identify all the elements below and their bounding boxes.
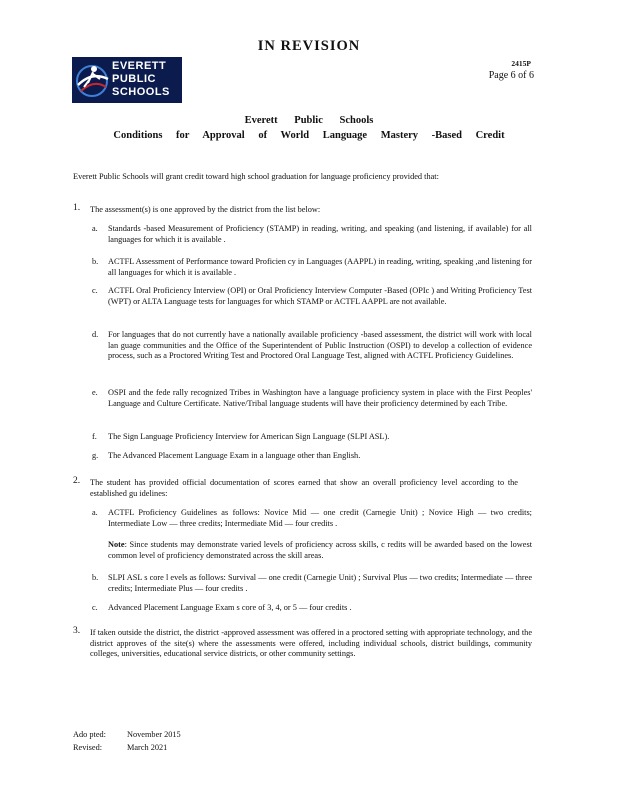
note-label: Note bbox=[108, 540, 125, 549]
subitem-text: SLPI ASL s core l evels as follows: Survival — one credit (Carnegie Unit) ; Survival Plus — two credits; Intermediate — three credits; Intermediate Plus — four credits . bbox=[108, 573, 532, 593]
page-number: Page 6 of 6 bbox=[488, 70, 534, 81]
document-title-line1: Everett Public Schools bbox=[244, 115, 374, 126]
item-text: The assessment(s) is one approved by the district from the list below: bbox=[90, 205, 321, 214]
adopted-date: November 2015 bbox=[127, 730, 181, 739]
logo-text-everett: EVERETT bbox=[112, 60, 167, 72]
subitem-letter: b. bbox=[92, 257, 99, 266]
logo-text-schools: SCHOOLS bbox=[112, 86, 170, 98]
intro-paragraph: Everett Public Schools will grant credit toward high school graduation for language proficiency provided that: bbox=[73, 172, 439, 181]
subitem-text: The Advanced Placement Language Exam in a language other than English. bbox=[108, 451, 361, 460]
item-text: The student has provided official documentation of scores earned that show an overall proficiency level according to the established gu idelines: bbox=[90, 478, 518, 498]
revised-line bbox=[73, 743, 168, 752]
subitem-text: Standards -based Measurement of Proficiency (STAMP) in reading, writing, and speaking (and listening, if available) for all languages for which it is available . bbox=[108, 224, 532, 244]
subitem-letter: a. bbox=[92, 508, 98, 517]
adopted-label: Ado pted: bbox=[73, 730, 106, 739]
subitem-text: ACTFL Assessment of Performance toward Proficien cy in Languages (AAPPL) in reading, writing, speaking ,and listening for all languages for which it is available . bbox=[108, 257, 532, 277]
item-number: 3. bbox=[73, 626, 81, 636]
subitem-letter: c. bbox=[92, 603, 98, 612]
logo-text-public: PUBLIC bbox=[112, 73, 156, 85]
adopted-line bbox=[73, 730, 181, 739]
subitem-letter: e. bbox=[92, 388, 98, 397]
subitem-letter: g. bbox=[92, 451, 99, 460]
policy-number: 2415P bbox=[511, 59, 531, 68]
subitem-text: OSPI and the fede rally recognized Tribes in Washington have a language proficiency system in place with the First Peoples' Language and Culture Certificate. Native/Tribal language students will have their proficiency determined by each Tribe. bbox=[108, 388, 532, 408]
subitem-letter: a. bbox=[92, 224, 98, 233]
item-number: 1. bbox=[73, 203, 81, 213]
subitem-text: For languages that do not currently have a nationally available proficiency -based assessment, the district will work with local lan guage communities and the Office of the Superintendent of Public Instruction (OSPI) to develop a collection of evidence process, such as a Proctored Writing Test and Proctored Oral Language Test, aligned with ACTFL Proficiency Guidelines. bbox=[108, 330, 532, 360]
subitem-text: ACTFL Proficiency Guidelines as follows: Novice Mid — one credit (Carnegie Unit) ; Novice High — two credits; Intermediate Low — three credits; Intermediate Mid — four credits . bbox=[108, 508, 532, 528]
subitem-letter: c. bbox=[92, 286, 98, 295]
note-text: : Since students may demonstrate varied levels of proficiency across skills, c redits will be awarded based on the lowest common level of proficiency demonstrated across the skill areas. bbox=[108, 540, 532, 560]
subitem-letter: d. bbox=[92, 330, 99, 339]
revision-title: IN REVISION bbox=[257, 38, 361, 54]
revised-date: March 2021 bbox=[127, 743, 168, 752]
note-paragraph bbox=[108, 540, 532, 561]
revised-label: Revised: bbox=[73, 743, 103, 752]
subitem-text: Advanced Placement Language Exam s core of 3, 4, or 5 — four credits . bbox=[108, 603, 352, 612]
subitem-letter: b. bbox=[92, 573, 99, 582]
document-title-line2: Conditions for Approval of World Language Mastery -Based Credit bbox=[113, 130, 505, 141]
subitem-text: ACTFL Oral Proficiency Interview (OPI) or Oral Proficiency Interview Computer -Based (OPIc ) and Writing Proficiency Test (WPT) or ALTA Language tests for languages for which STAMP or ACTFL AAPPL are not available. bbox=[108, 286, 532, 306]
item-text: If taken outside the district, the district -approved assessment was offered in a proctored setting with appropriate technology, and the district approves of the site(s) where the assessments were offered, including individual schools, district buildings, community colleges, universities, educational service districts, or other community settings. bbox=[90, 628, 532, 658]
subitem-text: The Sign Language Proficiency Interview for American Sign Language (SLPI ASL). bbox=[108, 432, 390, 441]
everett-public-schools-logo bbox=[72, 57, 182, 103]
subitem-letter: f. bbox=[92, 432, 97, 441]
item-number: 2. bbox=[73, 476, 81, 486]
